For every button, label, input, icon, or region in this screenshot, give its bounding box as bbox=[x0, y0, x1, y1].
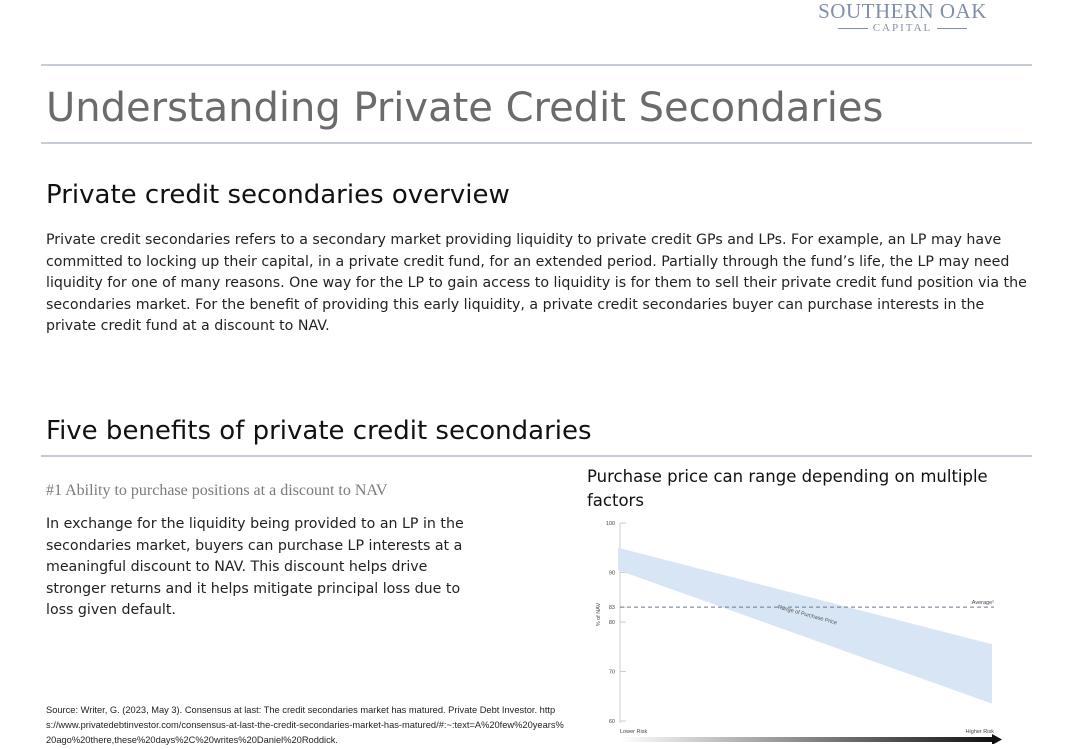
page-title: Understanding Private Credit Secondaries bbox=[46, 85, 884, 131]
purchase-price-band bbox=[618, 548, 992, 704]
overview-paragraph: Private credit secondaries refers to a secondary market providing liquidity to private credit GPs and LPs. For example, an LP may have committed to locking up their capital, in a private credit fund, for an extended period. Partially through the fund’s life, the LP may need liquidity for one of many reasons. One way for the LP to gain access to liquidity is for them to sell their private credit fund position via the secondaries market. For the benefit of providing this early liquidity, a private credit secondaries buyer can purchase interests in the private credit fund at a discount to NAV. bbox=[46, 232, 1027, 335]
benefits-heading: Five benefits of private credit secondaries bbox=[46, 416, 592, 446]
overview-heading: Private credit secondaries overview bbox=[46, 180, 510, 210]
logo-line-left bbox=[838, 28, 868, 29]
y-tick-label-100: 100 bbox=[605, 521, 615, 527]
logo-sub-row bbox=[800, 22, 1005, 34]
company-logo bbox=[800, 0, 1005, 34]
title-rule bbox=[41, 142, 1032, 144]
y-axis-label: % of NAV bbox=[596, 602, 602, 627]
average-line-label: Average¹ bbox=[971, 600, 994, 607]
logo-sub-text: CAPITAL bbox=[872, 22, 933, 34]
chart-title: Purchase price can range depending on multiple factors bbox=[587, 467, 988, 510]
logo-main-text: SOUTHERN OAK bbox=[818, 0, 987, 23]
x-end-label: Higher Risk bbox=[965, 729, 994, 735]
top-rule bbox=[41, 64, 1032, 66]
y-tick-label-70: 70 bbox=[608, 669, 615, 676]
logo-line-right bbox=[937, 28, 967, 29]
x-start-label: Lower Risk bbox=[620, 729, 648, 735]
benefit-item-title: #1 Ability to purchase positions at a discount to NAV bbox=[46, 482, 388, 499]
risk-arrow-bar bbox=[620, 737, 992, 742]
y-tick-label-60: 60 bbox=[608, 719, 615, 725]
risk-arrow-head bbox=[992, 734, 1002, 744]
source-citation: Source: Writer, G. (2023, May 3). Consensus at last: The credit secondaries market has matured. Private Debt Investor. https://www.privatedebtinvestor.com/consensus-at-last-the-credit-secondaries-market-has-matured/#:~:text=A%20few%20years%20ago%20there,these%20days%2C%20writes%20Daniel%20Roddick. bbox=[46, 705, 564, 745]
band-label: Range of Purchase Price bbox=[776, 604, 838, 627]
benefit-item-text: In exchange for the liquidity being provided to an LP in the secondaries market, buyers can purchase LP interests at a meaningful discount to NAV. This discount helps drive stronger returns and it helps mitigate principal loss due to loss given default. bbox=[46, 516, 464, 619]
y-tick-label-80: 80 bbox=[608, 620, 615, 626]
y-tick-label-90: 90 bbox=[608, 570, 615, 577]
purchase-price-chart bbox=[586, 516, 1010, 744]
y-tick-label-83: 83 bbox=[608, 605, 615, 612]
benefits-rule bbox=[41, 455, 1032, 457]
